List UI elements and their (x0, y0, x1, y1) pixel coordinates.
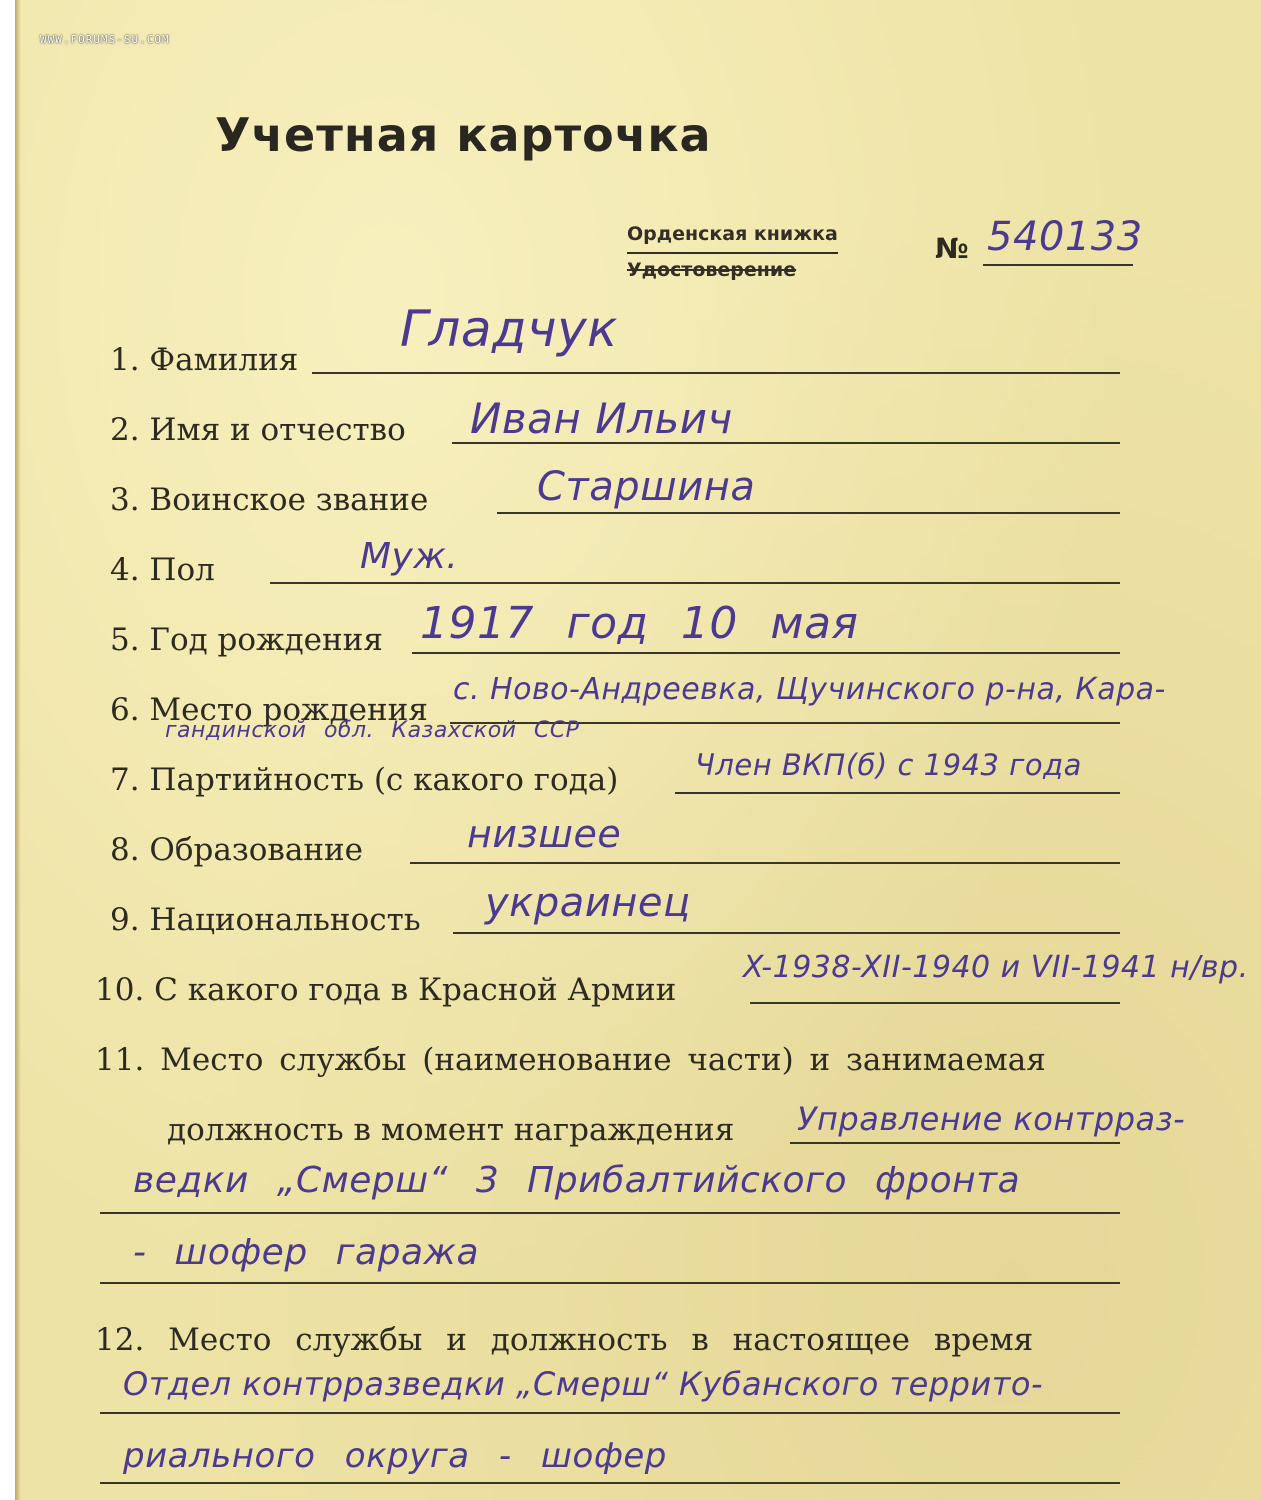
field-4-label: 4. Пол (110, 552, 215, 588)
field-1-value: Гладчук (400, 300, 618, 358)
field-7-value: Член ВКП(б) с 1943 года (695, 748, 1082, 782)
field-10-value: X-1938-XII-1940 и VII-1941 н/вр. (743, 950, 1249, 985)
field-8-label: 8. Образование (110, 832, 364, 868)
card-title: Учетная карточка (215, 108, 712, 162)
certificate-label: Удостоверение (627, 259, 797, 281)
field-6-label: 6. Место рождения (110, 692, 428, 728)
field-11-value-cont: ведки „Смерш“ 3 Прибалтийского фронта (133, 1160, 1021, 1201)
watermark: WWW.FORUMS-SU.COM (40, 33, 170, 46)
field-12-value: Отдел контрразведки „Смерш“ Кубанского террито- (123, 1365, 1044, 1403)
field-12-line-1 (100, 1412, 1120, 1414)
number-label: № (935, 232, 969, 265)
field-3-value: Старшина (537, 464, 756, 510)
field-8-line (410, 862, 1120, 864)
field-12-value-cont: риального округа - шофер (123, 1436, 667, 1476)
field-9-value: украинец (485, 880, 691, 926)
document-type (627, 218, 838, 286)
field-7-line (675, 792, 1120, 794)
booklet-label: Орденская книжка (627, 218, 838, 254)
field-4-line (270, 582, 1120, 584)
field-7-label: 7. Партийность (с какого года) (110, 762, 619, 798)
field-9-line (453, 932, 1120, 934)
field-8-value: низшее (467, 812, 622, 856)
award-record-card (15, 0, 1261, 1500)
field-6-value: с. Ново-Андреевка, Щучинского р-на, Кара- (453, 672, 1166, 707)
field-11-value-cont-2: - шофер гаража (133, 1232, 480, 1273)
booklet-number: 540133 (987, 214, 1143, 260)
field-11-label: 11. Место службы (наименование части) и занимаемая (95, 1042, 1046, 1078)
field-5-label: 5. Год рождения (110, 622, 383, 658)
field-5-value: 1917 год 10 мая (420, 598, 859, 649)
field-1-line (312, 372, 1120, 374)
field-3-line (497, 512, 1120, 514)
field-11-line-2 (100, 1212, 1120, 1214)
number-line (983, 264, 1133, 266)
field-10-label: 10. С какого года в Красной Армии (95, 972, 677, 1008)
field-2-label: 2. Имя и отчество (110, 412, 406, 448)
field-3-label: 3. Воинское звание (110, 482, 429, 518)
field-10-line (750, 1002, 1120, 1004)
field-5-line (412, 652, 1120, 654)
field-11-line-1 (790, 1142, 1120, 1144)
field-6-value-cont: гандинской обл. Казахской ССР (165, 718, 580, 743)
field-12-line-2 (100, 1482, 1120, 1484)
field-11-value: Управление контрраз- (797, 1100, 1186, 1138)
field-4-value: Муж. (360, 536, 459, 577)
field-1-label: 1. Фамилия (110, 342, 299, 378)
field-12-label: 12. Место службы и должность в настоящее время (95, 1322, 1034, 1358)
field-2-value: Иван Ильич (470, 394, 733, 443)
field-9-label: 9. Национальность (110, 902, 421, 938)
field-11-label-cont: должность в момент награждения (167, 1112, 735, 1148)
field-11-line-3 (100, 1282, 1120, 1284)
